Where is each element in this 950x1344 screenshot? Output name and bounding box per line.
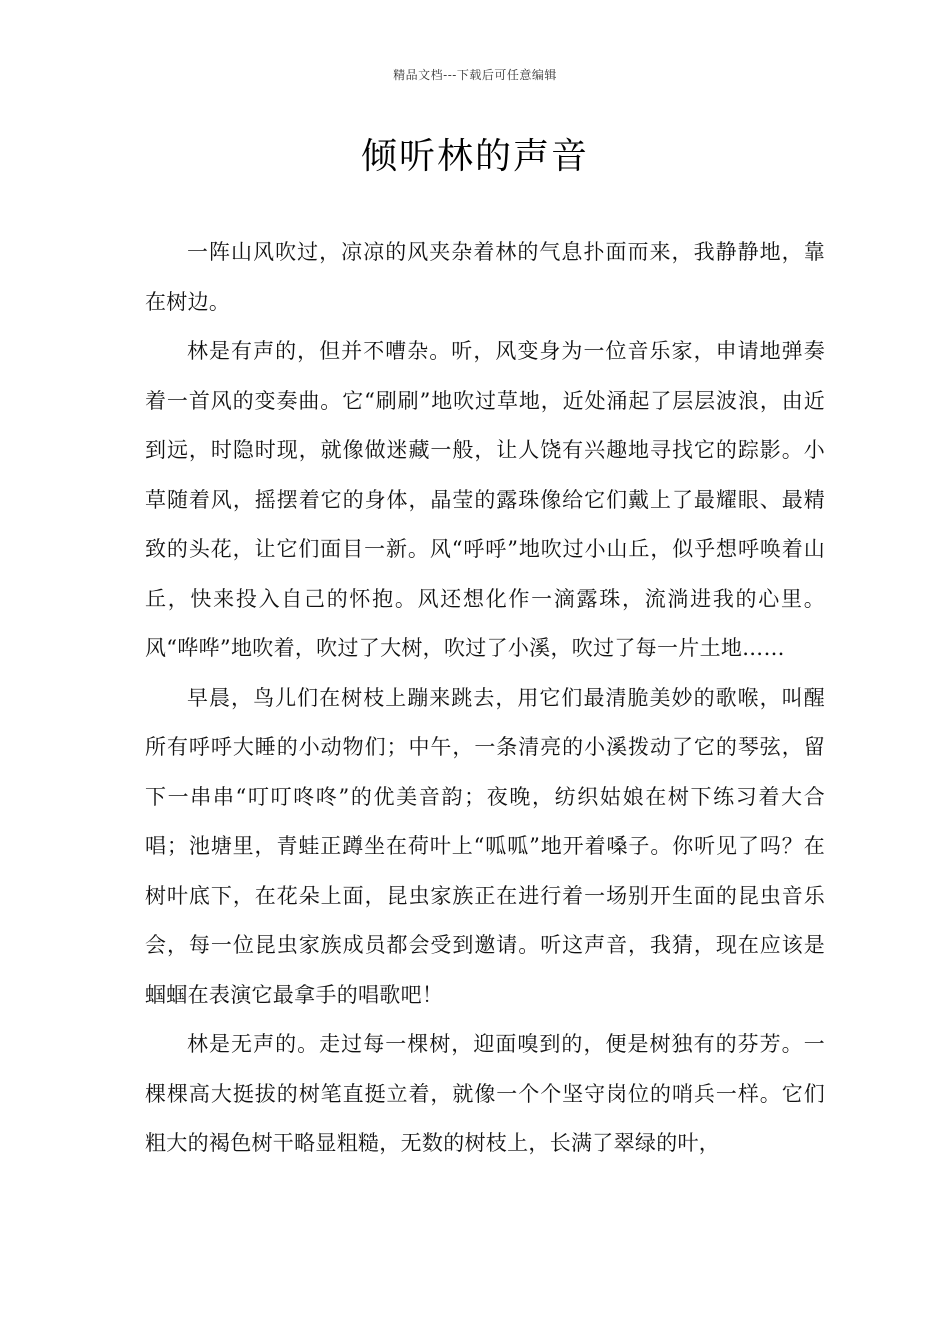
article-body [145, 228, 825, 1169]
paragraph-2: 林是有声的，但并不嘈杂。听，风变身为一位音乐家，申请地弹奏着一首风的变奏曲。它“刷刷”地吹过草地，近处涌起了层层波浪，由近到远，时隐时现，就像做迷藏一般，让人饶有兴趣地寻找它的踪影。小草随着风，摇摆着它的身体，晶莹的露珠像给它们戴上了最耀眼、最精致的头花，让它们面目一新。风“呼呼”地吹过小山丘，似乎想呼唤着山丘，快来投入自己的怀抱。风还想化作一滴露珠，流淌进我的心里。风“哗哗”地吹着，吹过了大树，吹过了小溪，吹过了每一片土地…… [145, 339, 825, 660]
paragraph-4: 林是无声的。走过每一棵树，迎面嗅到的，便是树独有的芬芳。一棵棵高大挺拔的树笔直挺立着，就像一个个坚守岗位的哨兵一样。它们粗大的褐色树干略显粗糙，无数的树枝上，长满了翠绿的叶， [145, 1032, 825, 1155]
document-title: 倾听林的声音 [360, 136, 589, 177]
paragraph-3: 早晨，鸟儿们在树枝上蹦来跳去，用它们最清脆美妙的歌喉，叫醒所有呼呼大睡的小动物们；中午，一条清亮的小溪拨动了它的琴弦，留下一串串“叮叮咚咚”的优美音韵；夜晚，纺织姑娘在树下练习着大合唱；池塘里，青蛙正蹲坐在荷叶上“呱呱”地开着嗓子。你听见了吗？在树叶底下，在花朵上面，昆虫家族正在进行着一场别开生面的昆虫音乐会，每一位昆虫家族成员都会受到邀请。听这声音，我猜，现在应该是蝈蝈在表演它最拿手的唱歌吧！ [145, 685, 825, 1007]
paragraph-1: 一阵山风吹过，凉凉的风夹杂着林的气息扑面而来，我静静地，靠在树边。 [145, 240, 825, 314]
header-note: 精品文档---下载后可任意编辑 [393, 68, 557, 82]
